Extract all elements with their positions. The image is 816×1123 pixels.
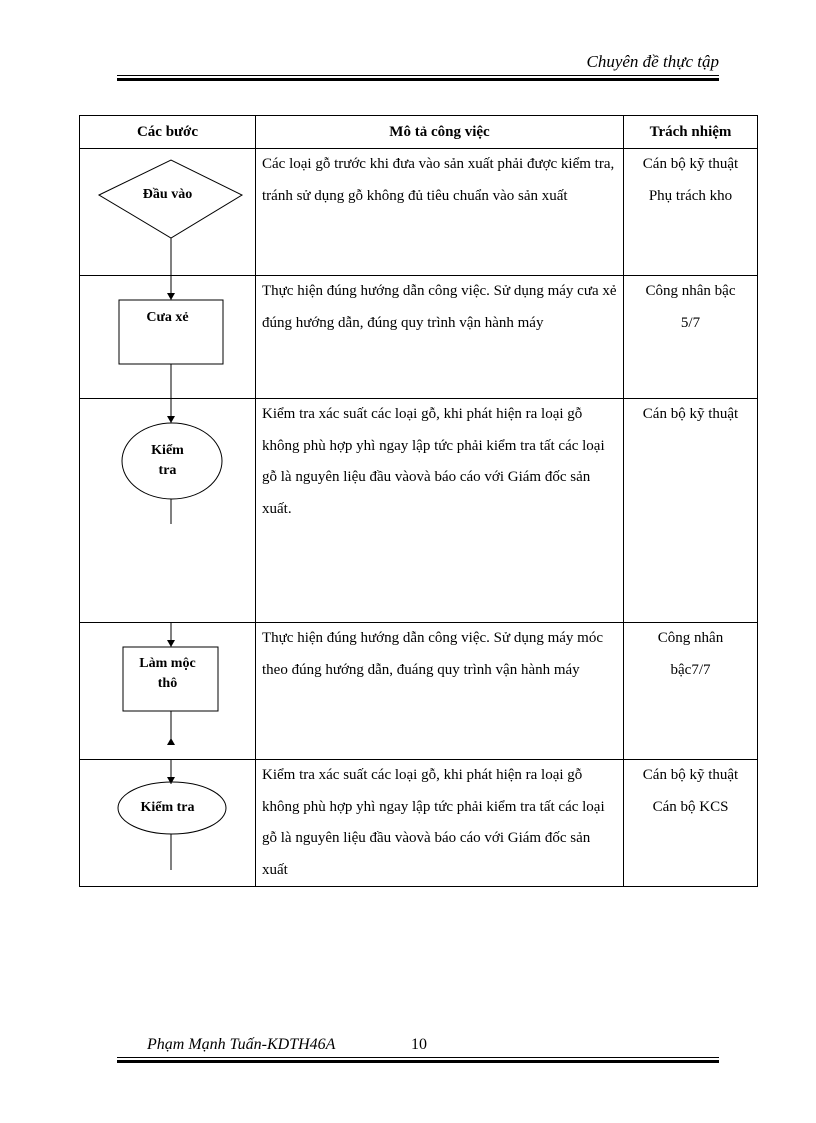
header-description: Mô tả công việc [256, 116, 624, 149]
responsibility-line: Phụ trách kho [648, 187, 733, 204]
responsibility-cell [624, 276, 758, 399]
step-cell-sawing [80, 276, 256, 399]
responsibility-cell [624, 760, 758, 887]
responsibility-line: bậc7/7 [670, 661, 711, 678]
step-cell-inspection-2 [80, 760, 256, 887]
step-label-line: thô [157, 676, 178, 691]
step-label-inspection-2: Kiểm tra [140, 800, 195, 815]
responsibility-line: Công nhân bậc [645, 283, 736, 299]
header-steps: Các bước [80, 116, 256, 149]
step-label-line: tra [158, 463, 177, 478]
responsibility-cell [624, 149, 758, 276]
responsibility-cell [624, 399, 758, 623]
flowchart-ellipse [80, 399, 255, 622]
step-label-inspection-1 [80, 441, 255, 481]
responsibility-line: 5/7 [680, 314, 701, 331]
description-cell: Kiểm tra xác suất các loại gỗ, khi phát hiện ra loại gỗ không phù hợp yhì ngay lập tức phải kiểm tra tất các loại gỗ là nguyên liệu đầu vàovà báo cáo với Giám đốc sản xuất [256, 760, 624, 887]
step-cell-rough-carpentry [80, 623, 256, 760]
flowchart-rectangle [80, 276, 255, 398]
footer-rule-thick [117, 1060, 719, 1063]
footer-page-number: 10 [411, 1036, 427, 1053]
header-rule-thick [117, 78, 719, 81]
table-row [80, 399, 758, 623]
footer-rule-thin [117, 1057, 719, 1058]
table-header-row [80, 116, 758, 149]
step-label-input: Đầu vào [142, 187, 193, 202]
header-title: Chuyên đề thực tập [586, 52, 719, 71]
flowchart-diamond [80, 149, 255, 275]
description-cell: Kiểm tra xác suất các loại gỗ, khi phát hiện ra loại gỗ không phù hợp yhì ngay lập tức phải kiểm tra tất các loại gỗ là nguyên liệu đầu vàovà báo cáo với Giám đốc sản xuất. [256, 399, 624, 623]
responsibility-line: Cán bộ kỹ thuật [642, 156, 739, 172]
table-row [80, 760, 758, 887]
description-cell: Thực hiện đúng hướng dẫn công việc. Sử dụng máy móc theo đúng hướng dẫn, đuáng quy trình vận hành máy [256, 623, 624, 760]
responsibility-line: Cán bộ KCS [652, 798, 729, 815]
table-row [80, 276, 758, 399]
header-rule-thin [117, 75, 719, 76]
header-responsibility: Trách nhiệm [624, 116, 758, 149]
footer-author: Phạm Mạnh Tuấn-KDTH46A [147, 1036, 336, 1053]
step-label-line: Kiểm [151, 443, 184, 458]
table-row [80, 623, 758, 760]
flowchart-ellipse [80, 760, 255, 886]
step-label-rough-carpentry [80, 654, 255, 694]
description-cell: Các loại gỗ trước khi đưa vào sản xuất phải được kiểm tra, tránh sử dụng gỗ không đủ tiêu chuẩn vào sản xuất [256, 149, 624, 276]
description-cell: Thực hiện đúng hướng dẫn công việc. Sử dụng máy cưa xẻ đúng hướng dẫn, đúng quy trình vận hành máy [256, 276, 624, 399]
responsibility-line: Cán bộ kỹ thuật [642, 406, 739, 422]
step-cell-inspection-1 [80, 399, 256, 623]
step-cell-input [80, 149, 256, 276]
responsibility-line: Công nhân [657, 630, 724, 646]
process-table [79, 115, 758, 887]
responsibility-cell [624, 623, 758, 760]
step-label-sawing: Cưa xẻ [146, 310, 189, 325]
step-label-line: Làm mộc [139, 656, 196, 671]
table-row [80, 149, 758, 276]
responsibility-line: Cán bộ kỹ thuật [642, 767, 739, 783]
